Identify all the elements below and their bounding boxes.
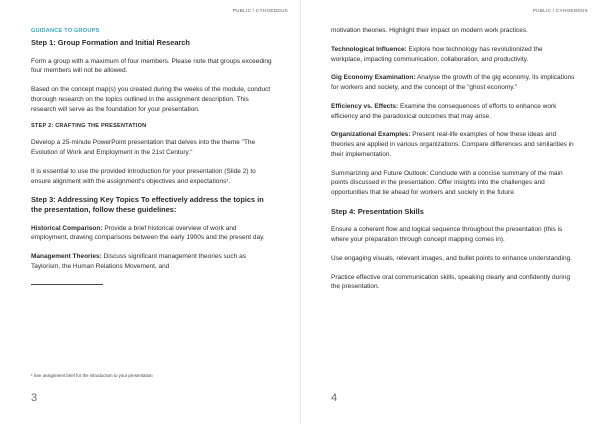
gig-economy-item xyxy=(331,73,575,93)
organizational-examples-label: Organizational Examples: xyxy=(331,131,411,139)
management-theories-label: Management Theories: xyxy=(31,253,102,261)
classification-label: PUBLIC / CYHOEDDUS xyxy=(232,8,288,13)
historical-comparison-label: Historical Comparison: xyxy=(31,224,103,232)
organizational-examples-text: Present real-life examples of how these ideas and theories are applied in various organizations. Compare differences and similarities in their implementation. xyxy=(331,131,574,158)
historical-comparison-text: Provide a brief historical overview of work and employment, drawing comparisons between the early 1900s and the present day. xyxy=(31,224,265,242)
historical-comparison-item xyxy=(31,224,273,244)
page-4-content xyxy=(331,26,575,301)
page-3-content xyxy=(31,26,273,285)
step2-heading: STEP 2: CRAFTING THE PRESENTATION xyxy=(31,123,147,130)
step4-paragraph-2: Use engaging visuals, relevant images, and bullet points to enhance understanding. xyxy=(331,254,573,262)
step1-heading: Step 1: Group Formation and Initial Research xyxy=(31,38,190,47)
step3-heading: Step 3: Addressing Key Topics To effectively address the topics in the presentation, follow these guidelines: xyxy=(31,195,264,214)
footnote: ¹ See assignment brief for the introduction to your presentation xyxy=(31,373,153,378)
efficiency-item xyxy=(331,102,575,122)
management-theories-text: Discuss significant management theories such as Taylorism, the Human Relations Movement, and xyxy=(31,253,246,270)
efficiency-text: Examine the consequences of efforts to enhance work efficiency and the paradoxical outcomes that may arise. xyxy=(331,102,557,120)
classification-label: PUBLIC / CYHOEDDUS xyxy=(532,8,588,13)
footnote-divider xyxy=(31,284,103,285)
management-theories-item xyxy=(31,252,273,272)
step4-paragraph-3: Practice effective oral communication skills, speaking clearly and confidently during the presentation. xyxy=(331,273,571,291)
page-4 xyxy=(300,0,600,424)
step4-heading: Step 4: Presentation Skills xyxy=(331,206,424,216)
technological-influence-label: Technological Influence: xyxy=(331,45,407,53)
step2-paragraph-2: It is essential to use the provided introduction for your presentation (Slide 2) to ensure alignment with the assignment's objectives and expectations¹. xyxy=(31,167,256,185)
step2-paragraph-1: Develop a 25-minute PowerPoint presentation that delves into the theme "The Evolution of Work and Employment in the 21st Century." xyxy=(31,139,256,157)
step1-paragraph-2: Based on the concept map(s) you created during the weeks of the module, conduct thorough research on the topics outlined in the assignment description. This research will serve as the foundation for your presentation. xyxy=(31,86,271,113)
continued-text: motivation theories. Highlight their impact on modern work practices. xyxy=(331,27,528,34)
step4-paragraph-1: Ensure a coherent flow and logical sequence throughout the presentation (this is where your preparation through concept mapping comes in). xyxy=(331,226,563,244)
efficiency-label: Efficiency vs. Effects: xyxy=(331,102,399,110)
technological-influence-item xyxy=(331,45,575,65)
gig-economy-label: Gig Economy Examination: xyxy=(331,74,416,82)
technological-influence-text: Explore how technology has revolutionized the workplace, impacting communication, collaboration, and productivity. xyxy=(331,45,543,63)
page-number: 4 xyxy=(331,392,338,404)
summary-paragraph: Summarizing and Future Outlook: Conclude with a concise summary of the main points discussed in the presentation. Offer insights into the challenges and opportunities that lie ahead for workers and society in the future. xyxy=(331,169,563,196)
step1-paragraph-1: Form a group with a maximum of four members. Please note that groups exceeding four members will not be allowed. xyxy=(31,57,272,75)
organizational-examples-item xyxy=(331,130,575,159)
gig-economy-text: Analyse the growth of the gig economy, its implications for workers and society, and the concept of the "ghost economy." xyxy=(331,74,575,91)
page-number: 3 xyxy=(31,392,38,404)
guidance-heading: GUIDANCE TO GROUPS xyxy=(31,28,100,34)
